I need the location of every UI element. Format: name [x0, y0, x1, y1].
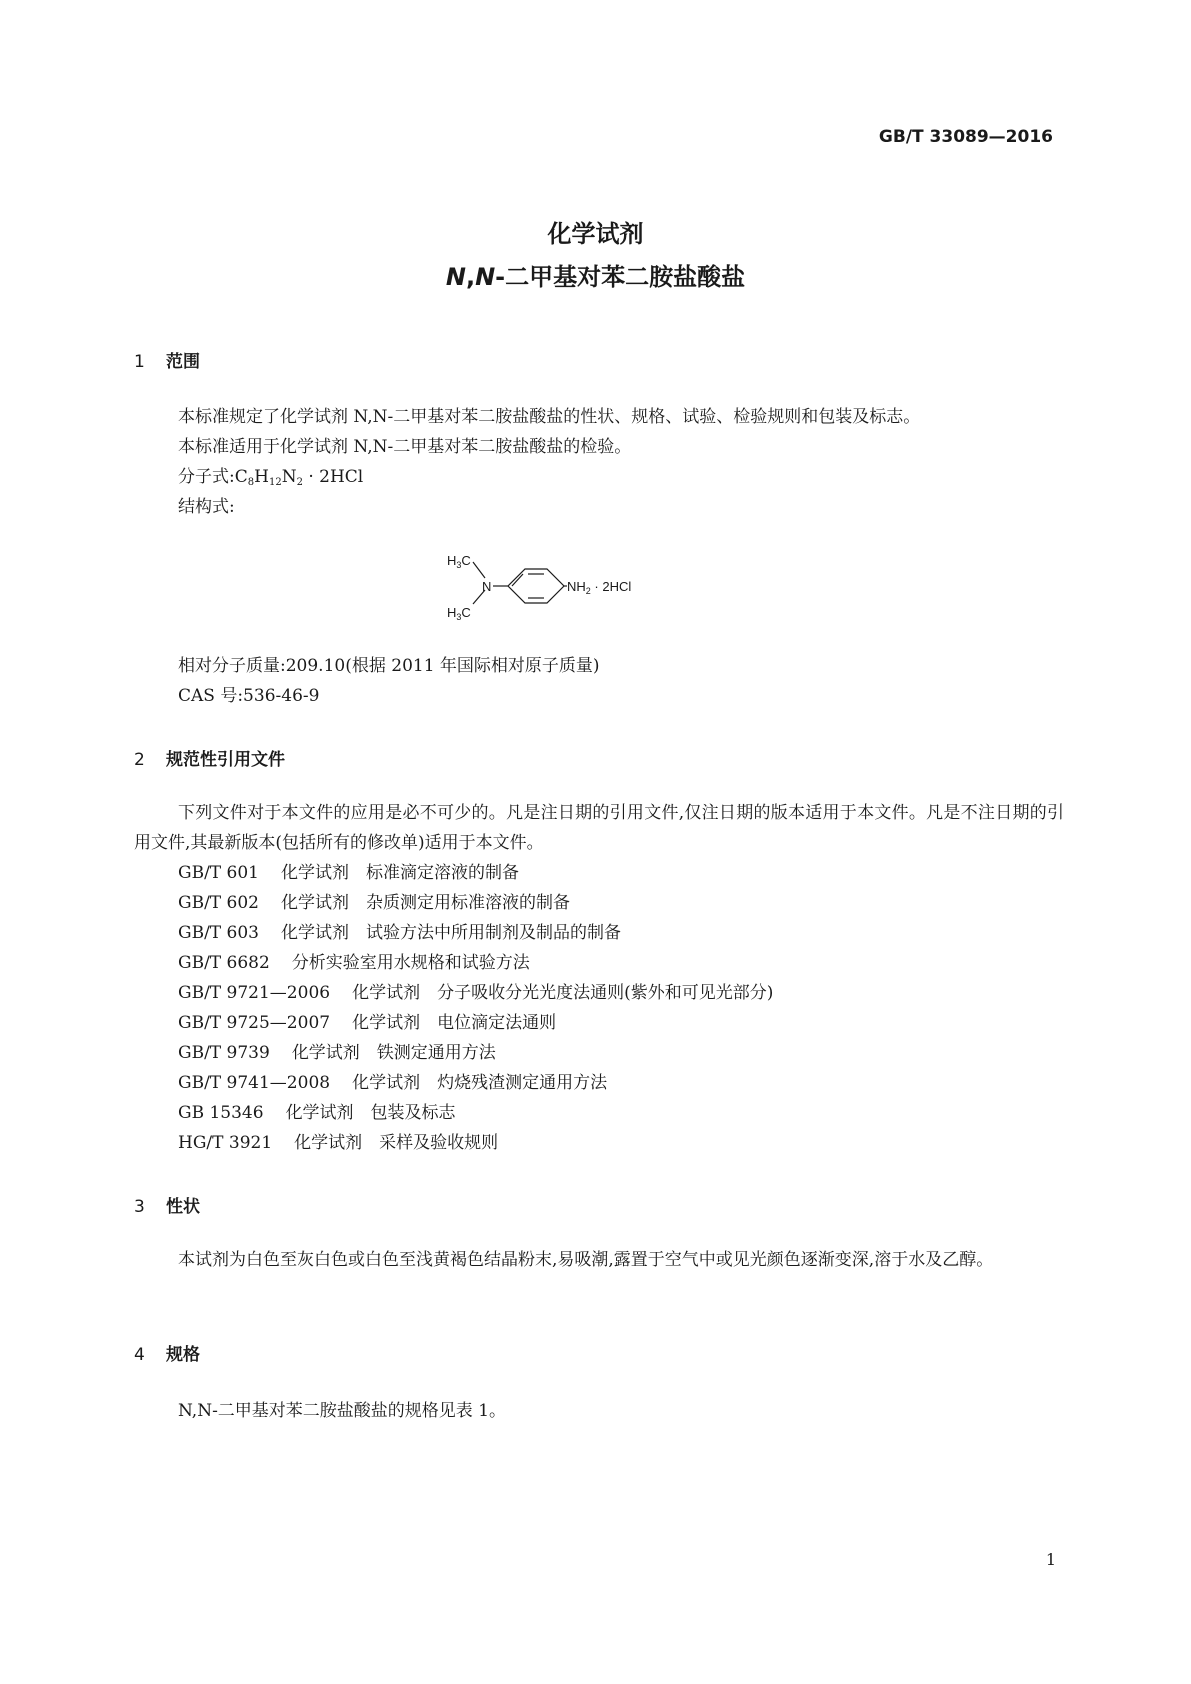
- reference-code: GB/T 9739: [178, 1043, 270, 1063]
- reference-title: 分析实验室用水规格和试验方法: [291, 953, 530, 973]
- reference-title: 化学试剂 铁测定通用方法: [291, 1043, 496, 1063]
- section-title: 性状: [166, 1197, 200, 1217]
- bond-methyl-top: [473, 562, 485, 578]
- formula-label: 分子式:: [178, 467, 235, 487]
- formula-h: H: [254, 467, 269, 487]
- document-title-line2: [0, 257, 1191, 292]
- reference-title: 化学试剂 灼烧残渣测定通用方法: [352, 1073, 608, 1093]
- section-number: 3: [134, 1197, 145, 1217]
- cas-number: CAS 号:536-46-9: [178, 686, 320, 706]
- title-n1: N: [445, 263, 466, 291]
- molecular-mass: 相对分子质量:209.10(根据 2011 年国际相对原子质量): [178, 656, 600, 676]
- formula-h-sub: 12: [268, 477, 282, 488]
- section-number: 4: [134, 1345, 145, 1365]
- reference-title: 化学试剂 杂质测定用标准溶液的制备: [281, 893, 570, 913]
- reference-code: GB/T 601: [178, 863, 259, 883]
- formula-tail: · 2HCl: [302, 467, 364, 487]
- section-heading-properties: [134, 1192, 200, 1217]
- reference-item: [178, 948, 530, 978]
- formula-n-sub: 2: [296, 477, 303, 488]
- methyl-bottom-label: $H_3C$: [447, 605, 471, 622]
- scope-paragraph-2: 本标准适用于化学试剂 N,N-二甲基对苯二胺盐酸盐的检验。: [178, 437, 632, 457]
- reference-title: 化学试剂 试验方法中所用制剂及制品的制备: [281, 923, 621, 943]
- section-number: 2: [134, 750, 145, 770]
- page-number: 1: [1045, 1550, 1056, 1569]
- section-heading-normative-references: [134, 745, 285, 770]
- title-separator: ,: [465, 263, 476, 291]
- title-compound: -二甲基对苯二胺盐酸盐: [495, 263, 746, 291]
- reference-title: 化学试剂 包装及标志: [285, 1103, 456, 1123]
- references-intro: 下列文件对于本文件的应用是必不可少的。凡是注日期的引用文件,仅注日期的版本适用于本文件。凡是不注日期的引用文件,其最新版本(包括所有的修改单)适用于本文件。: [134, 803, 1064, 853]
- reference-code: GB/T 9721—2006: [178, 983, 331, 1003]
- structural-formula: [445, 545, 675, 625]
- reference-code: GB/T 6682: [178, 953, 270, 973]
- reference-item: [178, 1038, 496, 1068]
- properties-paragraph: 本试剂为白色至灰白色或白色至浅黄褐色结晶粉末,易吸潮,露置于空气中或见光颜色逐渐变深,溶于水及乙醇。: [178, 1250, 994, 1270]
- formula-c: C: [234, 467, 248, 487]
- bond-methyl-bottom: [473, 590, 485, 604]
- structure-label: 结构式:: [178, 497, 235, 517]
- formula-n: N: [281, 467, 297, 487]
- reference-code: GB/T 9725—2007: [178, 1013, 331, 1033]
- reference-title: 化学试剂 标准滴定溶液的制备: [281, 863, 519, 883]
- reference-item: [178, 888, 570, 918]
- reference-code: GB/T 602: [178, 893, 259, 913]
- section-heading-scope: [134, 347, 200, 372]
- nitrogen-label: N: [482, 579, 492, 594]
- reference-item: [178, 978, 773, 1008]
- reference-code: GB/T 603: [178, 923, 259, 943]
- section-title: 规范性引用文件: [166, 750, 285, 770]
- document-title-line1: 化学试剂: [547, 220, 644, 248]
- reference-title: 化学试剂 电位滴定法通则: [352, 1013, 557, 1033]
- specification-paragraph: N,N-二甲基对苯二胺盐酸盐的规格见表 1。: [178, 1401, 507, 1421]
- methyl-top-label: $H_3C$: [447, 553, 471, 570]
- reference-item: [178, 1128, 498, 1158]
- reference-code: HG/T 3921: [178, 1133, 273, 1153]
- reference-item: [178, 1098, 456, 1128]
- reference-item: [178, 1008, 556, 1038]
- section-heading-specification: [134, 1340, 200, 1365]
- title-n2: N: [475, 263, 496, 291]
- reference-title: 化学试剂 采样及验收规则: [294, 1133, 499, 1153]
- section-title: 范围: [166, 352, 200, 372]
- reference-item: [178, 918, 621, 948]
- section-number: 1: [134, 352, 145, 372]
- amine-label: $NH_2 \cdot 2HCl$: [567, 579, 632, 596]
- reference-title: 化学试剂 分子吸收分光光度法通则(紫外和可见光部分): [352, 983, 774, 1003]
- formula-c-sub: 8: [247, 477, 255, 488]
- reference-code: GB 15346: [178, 1103, 264, 1123]
- reference-code: GB/T 9741—2008: [178, 1073, 331, 1093]
- reference-item: [178, 858, 519, 888]
- section-title: 规格: [166, 1345, 200, 1365]
- reference-item: [178, 1068, 607, 1098]
- standard-code: GB/T 33089—2016: [878, 127, 1053, 147]
- scope-paragraph-1: 本标准规定了化学试剂 N,N-二甲基对苯二胺盐酸盐的性状、规格、试验、检验规则和包装及标志。: [178, 407, 921, 427]
